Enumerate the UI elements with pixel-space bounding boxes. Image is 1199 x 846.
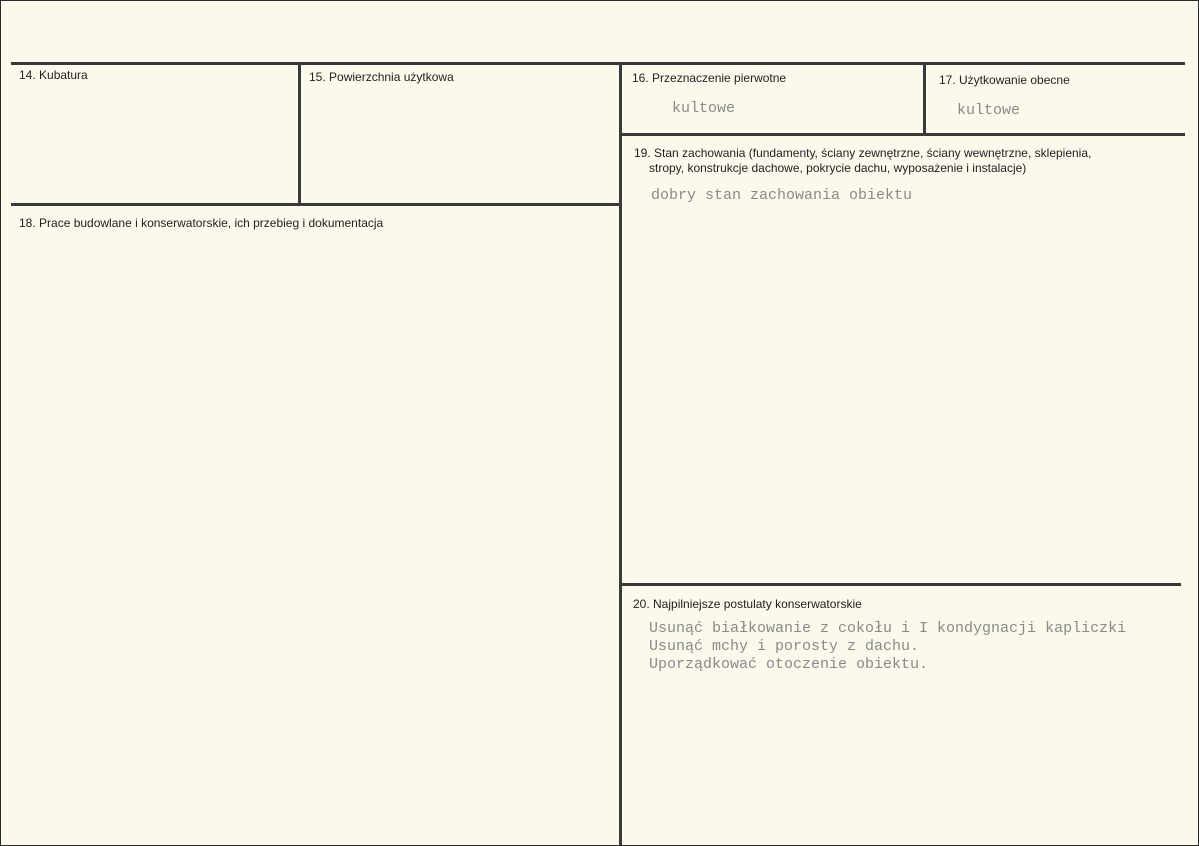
field-14-label: 14. Kubatura bbox=[19, 68, 88, 82]
divider-16-17 bbox=[923, 62, 926, 134]
field-16-value: kultowe bbox=[672, 100, 736, 117]
field-17-value: kultowe bbox=[957, 102, 1021, 119]
field-20-line-1: Usunąć białkowanie z cokołu i I kondygnacji kapliczki bbox=[649, 620, 1127, 637]
field-20-line-3: Uporządkować otoczenie obiektu. bbox=[649, 656, 929, 673]
field-16-label: 16. Przeznaczenie pierwotne bbox=[632, 71, 787, 85]
divider-15-16 bbox=[619, 62, 622, 845]
field-20-label: 20. Najpilniejsze postulaty konserwatorskie bbox=[633, 597, 862, 611]
field-20-line-2: Usunąć mchy i porosty z dachu. bbox=[649, 638, 920, 655]
field-19-value: dobry stan zachowania obiektu bbox=[651, 187, 913, 204]
field-15-label: 15. Powierzchnia użytkowa bbox=[309, 70, 454, 84]
field-19-label bbox=[634, 146, 1179, 176]
field-19-label-line2: stropy, konstrukcje dachowe, pokrycie dachu, wyposażenie i instalacje) bbox=[649, 161, 1027, 175]
rule-under-14-15 bbox=[11, 203, 622, 206]
field-19-label-line1: 19. Stan zachowania (fundamenty, ściany zewnętrzne, ściany wewnętrzne, sklepienia, bbox=[634, 146, 1092, 160]
field-18-label: 18. Prace budowlane i konserwatorskie, ich przebieg i dokumentacja bbox=[19, 216, 384, 230]
field-17-label: 17. Użytkowanie obecne bbox=[939, 73, 1070, 87]
rule-under-16-17 bbox=[619, 133, 1185, 136]
rule-above-20 bbox=[619, 583, 1181, 586]
top-rule bbox=[11, 62, 1185, 65]
divider-14-15 bbox=[298, 62, 301, 204]
